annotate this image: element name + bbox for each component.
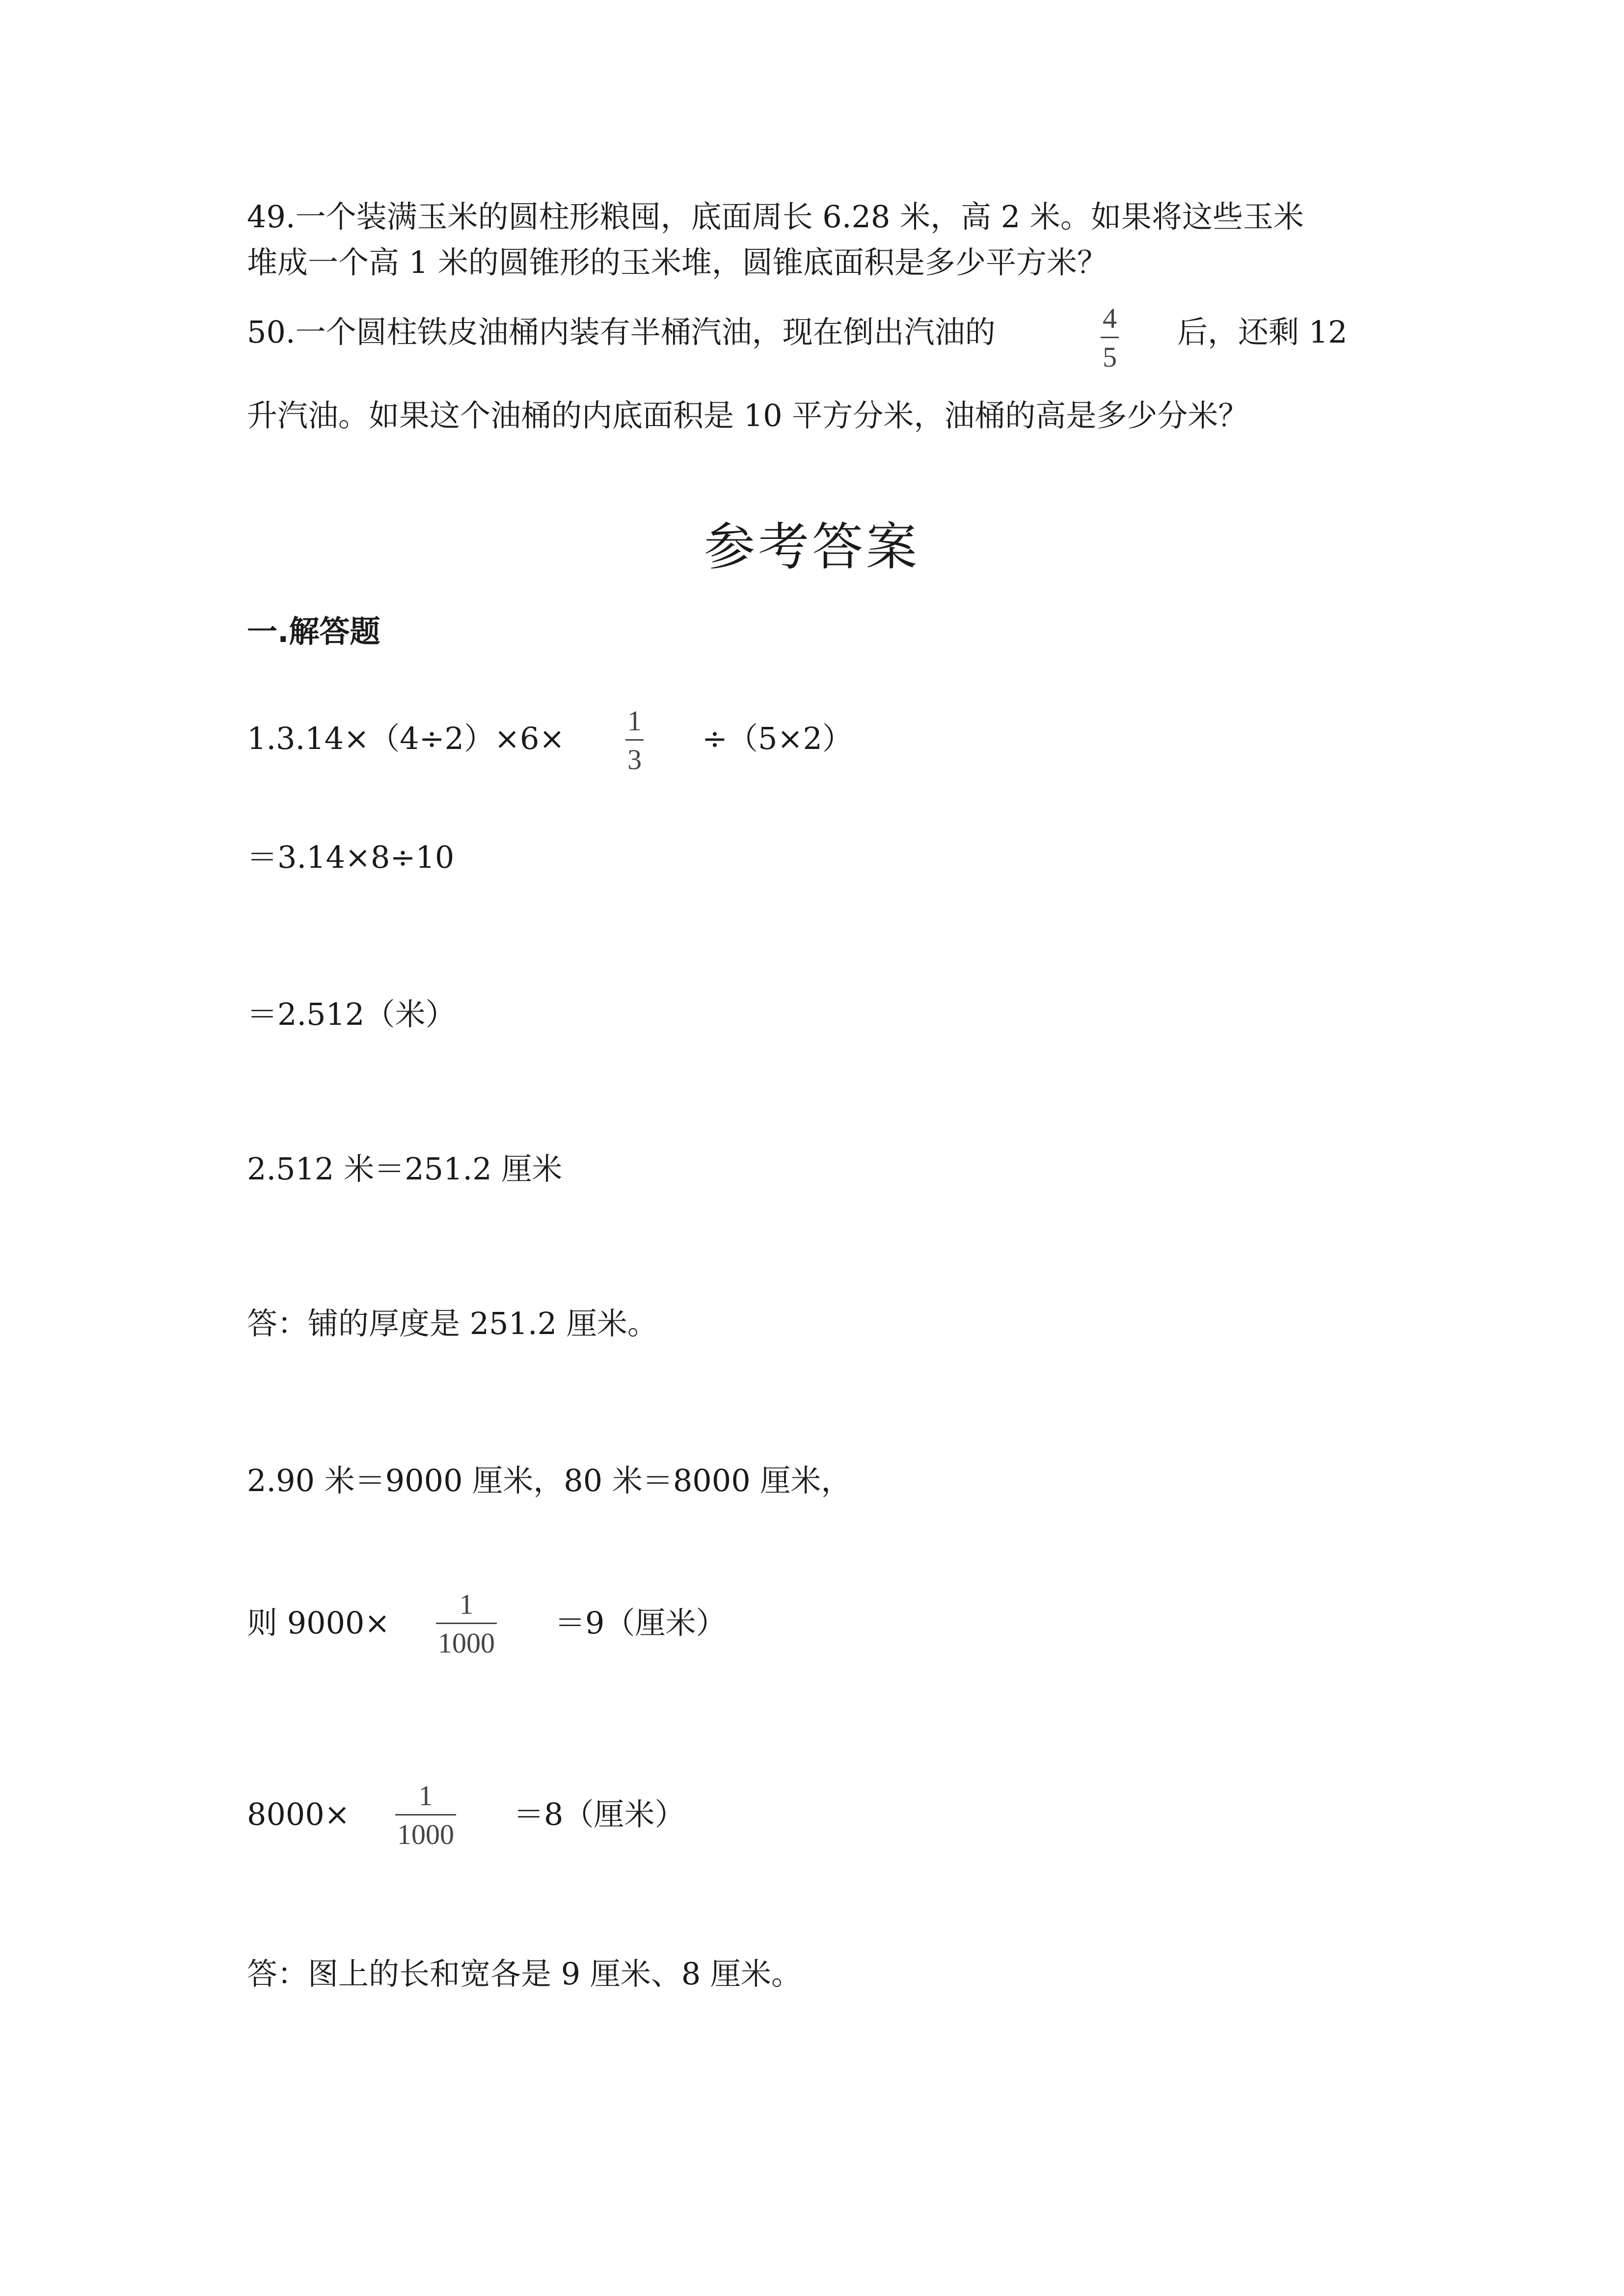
answer-1-line-3: ＝2.512（米） xyxy=(247,996,456,1032)
fraction-bar xyxy=(1101,337,1119,338)
fraction-numerator: 1 xyxy=(418,1780,433,1812)
question-50-fraction xyxy=(1101,304,1119,372)
question-50-line-1: 50.一个圆柱铁皮油桶内装有半桶汽油，现在倒出汽油的 xyxy=(247,314,996,350)
answer-1-line-4: 2.512 米＝251.2 厘米 xyxy=(247,1151,563,1187)
answer-2-line-1: 2.90 米＝9000 厘米，80 米＝8000 厘米， xyxy=(247,1463,852,1498)
fraction-denominator: 1000 xyxy=(438,1627,495,1659)
answer-2-line-2: 则 9000× xyxy=(247,1605,390,1641)
fraction-numerator: 1 xyxy=(459,1588,474,1620)
answers-title: 参考答案 xyxy=(704,517,920,577)
answer-2-line-3: 8000× xyxy=(247,1796,350,1832)
answer-2-line-3-tail: ＝8（厘米） xyxy=(514,1796,685,1832)
answer-2-line-2-tail: ＝9（厘米） xyxy=(555,1605,727,1641)
answer-2-fraction-2 xyxy=(395,1782,456,1849)
answer-1-line-2: ＝3.14×8÷10 xyxy=(247,839,455,875)
question-49-line-1: 49.一个装满玉米的圆柱形粮囤，底面周长 6.28 米，高 2 米。如果将这些玉米 xyxy=(247,199,1304,235)
fraction-bar xyxy=(625,739,644,741)
question-50-line-1-tail: 后，还剩 12 xyxy=(1177,314,1348,350)
section-heading: 一.解答题 xyxy=(247,614,380,649)
fraction-numerator: 1 xyxy=(627,705,642,737)
answer-2-fraction-1 xyxy=(436,1590,497,1657)
fraction-numerator: 4 xyxy=(1103,302,1117,334)
fraction-bar xyxy=(395,1814,456,1815)
answer-1-line-1: 1.3.14×（4÷2）×6× xyxy=(247,721,565,756)
fraction-denominator: 1000 xyxy=(397,1818,454,1850)
fraction-denominator: 5 xyxy=(1103,341,1117,373)
answer-2-conclusion: 答：图上的长和宽各是 9 厘米、8 厘米。 xyxy=(247,1956,802,1992)
fraction-denominator: 3 xyxy=(627,744,642,775)
answer-1-line-1-tail: ÷（5×2） xyxy=(702,721,853,756)
question-50-line-2: 升汽油。如果这个油桶的内底面积是 10 平方分米，油桶的高是多少分米？ xyxy=(247,398,1249,433)
fraction-bar xyxy=(436,1623,497,1624)
answer-1-conclusion: 答：铺的厚度是 251.2 厘米。 xyxy=(247,1306,658,1341)
question-49-line-2: 堆成一个高 1 米的圆锥形的玉米堆，圆锥底面积是多少平方米？ xyxy=(247,244,1108,280)
answer-1-fraction xyxy=(625,707,644,774)
